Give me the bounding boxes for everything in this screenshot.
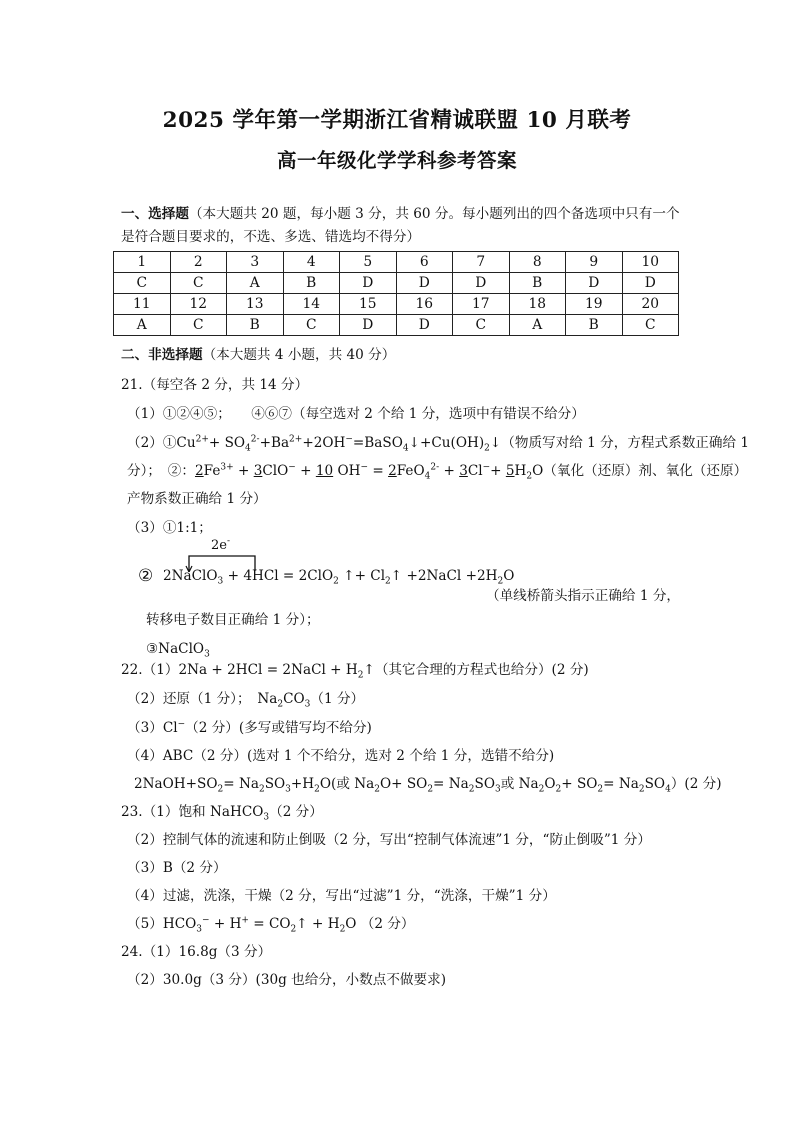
q21-part3-c: ③NaClO$_3$ — [146, 641, 210, 660]
q22-line3: （3）Cl−（2 分）(多写或错写均不给分) — [127, 719, 372, 736]
electron-transfer-equation — [138, 538, 698, 588]
q21-part3-a: （3）①1:1； — [127, 520, 212, 536]
q22-line2: （2）还原（1 分）； $Na_2CO_3(1$ 分） — [127, 691, 365, 710]
table-cell: 20 — [622, 294, 679, 315]
q23-line5: $(5)HCO_3^- + H^+$ = $CO_2↑ + H_2O$ （2 分） — [127, 915, 415, 935]
table-cell: 10 — [622, 252, 679, 273]
q21-head: 21.（每空各 2 分，共 14 分） — [121, 377, 309, 393]
table-cell: D — [340, 273, 397, 294]
q21-part1: （1）①②④⑤； ④⑥⑦（每空选对 2 个给 1 分，选项中有错误不给分） — [127, 406, 585, 422]
table-row — [114, 294, 679, 315]
table-cell: A — [227, 273, 284, 294]
table-cell: 14 — [283, 294, 340, 315]
page-title: 2025 学年第一学期浙江省精诚联盟 10 月联考 — [162, 108, 632, 133]
table-cell: 16 — [396, 294, 453, 315]
table-cell: 9 — [566, 252, 623, 273]
table-cell: D — [622, 273, 679, 294]
section1-desc-line1 — [121, 204, 680, 224]
table-cell: 12 — [170, 294, 227, 315]
table-cell: 8 — [509, 252, 566, 273]
table-cell: C — [283, 315, 340, 336]
table-cell: A — [114, 315, 171, 336]
table-cell: C — [170, 273, 227, 294]
table-row — [114, 252, 679, 273]
table-cell: B — [566, 315, 623, 336]
table-cell: D — [340, 315, 397, 336]
redox-equation: 2NaClO$_3$ + 4HCl = 2ClO$_2$ ↑+ $Cl_2↑$ +2NaCl $+2H_2O$ — [163, 568, 515, 587]
table-cell: C — [114, 273, 171, 294]
table-cell: D — [396, 273, 453, 294]
electron-label: 2e- — [211, 536, 231, 553]
q21-part2-line2: 分）； ②：$2Fe^{3+} + 3ClO^- + 10$ $OH^- = 2FeO_4^{2-} + 3Cl^-+ 5H_2O$（氧化（还原）剂、氧化（还原） — [127, 462, 748, 482]
section2-line — [121, 345, 395, 365]
q22-line4: （4）ABC（2 分）(选对 1 个不给分，选对 2 个给 1 分，选错不给分) — [127, 748, 555, 764]
q23-line1: 23.（1）饱和 NaHCO$_3$（2 分） — [121, 804, 323, 823]
table-row — [114, 315, 679, 336]
table-cell: 4 — [283, 252, 340, 273]
table-cell: 2 — [170, 252, 227, 273]
table-cell: 6 — [396, 252, 453, 273]
q24-line1: 24.（1）16.8g（3 分） — [121, 944, 272, 960]
section2-desc: （本大题共 4 小题，共 40 分） — [202, 347, 396, 363]
table-cell: 13 — [227, 294, 284, 315]
table-cell: 5 — [340, 252, 397, 273]
table-cell: 1 — [114, 252, 171, 273]
table-cell: 19 — [566, 294, 623, 315]
q23-line2: （2）控制气体的流速和防止倒吸（2 分，写出“控制气体流速”1 分，“防止倒吸”1 分） — [127, 832, 651, 848]
q23-line4: （4）过滤，洗涤，干燥（2 分，写出“过滤”1 分，“洗涤，干燥”1 分） — [127, 888, 556, 904]
table-cell: A — [509, 315, 566, 336]
page-subtitle: 高一年级化学学科参考答案 — [276, 149, 517, 172]
table-cell: 7 — [453, 252, 510, 273]
table-cell: 17 — [453, 294, 510, 315]
circle-number-2: ② — [138, 566, 154, 586]
q23-line3: （3）B（2 分） — [127, 860, 227, 876]
table-cell: C — [453, 315, 510, 336]
q21-note1: （单线桥箭头指示正确给 1 分， — [486, 588, 681, 604]
table-row — [114, 273, 679, 294]
section1-heading: 一、选择题 — [121, 206, 189, 222]
table-cell: 18 — [509, 294, 566, 315]
table-cell: D — [566, 273, 623, 294]
section2-heading: 二、非选择题 — [121, 347, 203, 363]
table-cell: B — [509, 273, 566, 294]
table-cell: D — [396, 315, 453, 336]
q21-part2-line1: $(2)①Cu^{2+}+$ $SO_4^{2-}+Ba^{2+}+2OH^-=BaSO_4↓+Cu(OH)_2↓$（物质写对给 1 分，方程式系数正确给 1 — [127, 434, 750, 454]
q24-line2: （2）30.0g（3 分）(30g 也给分，小数点不做要求) — [127, 972, 447, 988]
q21-part2-line3: 产物系数正确给 1 分） — [127, 491, 267, 507]
table-cell: B — [227, 315, 284, 336]
table-cell: 11 — [114, 294, 171, 315]
q21-note2: 转移电子数目正确给 1 分）； — [146, 612, 320, 628]
table-cell: D — [453, 273, 510, 294]
q22-line5: $2NaOH+SO_2= Na_2SO_3+H_2O$(或 $Na_2O+ SO_2= Na_2SO_3$或 $Na_2O_2+ SO_2= Na_2SO_4)(2$ 分) — [134, 776, 722, 795]
table-cell: 15 — [340, 294, 397, 315]
table-cell: B — [283, 273, 340, 294]
table-cell: 3 — [227, 252, 284, 273]
table-cell: C — [622, 315, 679, 336]
answer-table — [113, 251, 679, 336]
table-cell: C — [170, 315, 227, 336]
section1-desc-line2: 是符合题目要求的，不选、多选、错选均不得分） — [121, 229, 421, 245]
section1-desc: （本大题共 20 题，每小题 3 分，共 60 分。每小题列出的四个备选项中只有一个 — [188, 206, 680, 222]
q22-line1: 22.（1）2Na + 2HCl = 2NaCl + $H_2↑$（其它合理的方程式也给分）(2 分) — [121, 662, 589, 681]
